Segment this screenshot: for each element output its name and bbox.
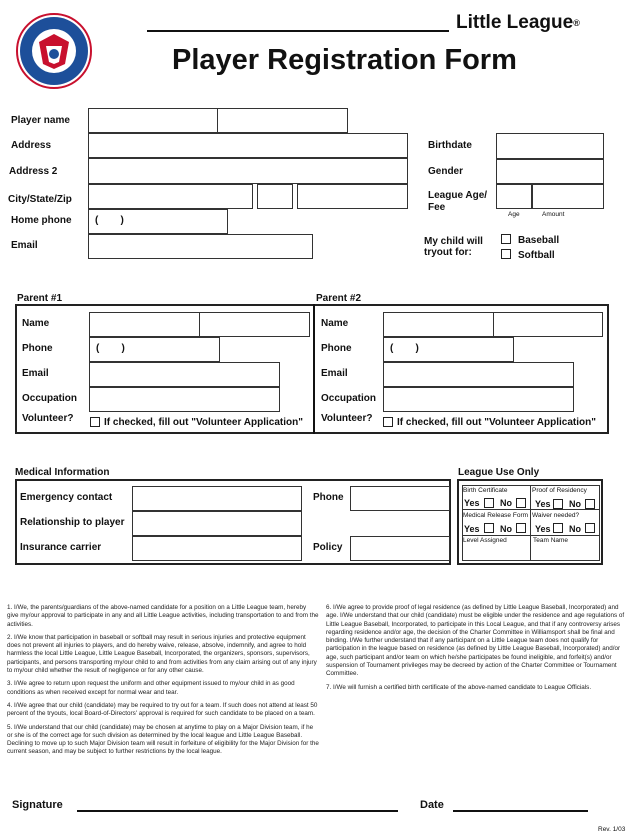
parent2-email-label: Email [321, 368, 348, 379]
baseball-label: Baseball [518, 235, 560, 246]
gender-label: Gender [428, 166, 464, 177]
policy-field[interactable] [350, 536, 450, 561]
parent1-email-label: Email [22, 368, 49, 379]
parent2-phone-label: Phone [321, 343, 352, 354]
emergency-contact-label: Emergency contact [20, 492, 113, 503]
parent2-email-field[interactable] [383, 362, 574, 387]
birthdate-label: Birthdate [428, 140, 472, 151]
legal-paragraph: 3. I/We agree to return upon request the uniform and other equipment issued to my/our child in as good conditions as when received except for normal wear and tear. [7, 680, 295, 696]
waiver-no-checkbox[interactable] [585, 523, 595, 533]
insurance-carrier-label: Insurance carrier [20, 542, 102, 553]
tryout-label: My child will tryout for: [424, 236, 483, 258]
phone-prefix: ( ) [390, 343, 419, 354]
home-phone-field[interactable] [88, 209, 228, 234]
medical-release-label: Medical Release Form [463, 512, 529, 519]
legal-paragraph: 5. I/We understand that our child (candidate) may be chosen at anytime to play on a Major Division team, if he or she is of the correct age for such division as determined by the local league and Little League Baseball. Declining to move up to such Major Division team will result in forfeiture of eligibility for the Major Division for the current season, and may be subject to further restrictions by the local league. [7, 723, 319, 756]
parent1-first-name-field[interactable] [89, 312, 200, 337]
league-age-field[interactable] [496, 184, 532, 209]
softball-label: Softball [518, 250, 555, 261]
address-label: Address [11, 140, 52, 151]
emergency-contact-field[interactable] [132, 486, 302, 511]
medical-title: Medical Information [15, 467, 110, 478]
league-age-fee-label: League Age/ Fee [428, 190, 488, 213]
relationship-label: Relationship to player [20, 517, 125, 528]
brand-name: Little League® [456, 12, 580, 33]
legal-text-right [326, 604, 629, 697]
team-name-label: Team Name [533, 537, 569, 544]
legal-paragraph: 2. I/We know that participation in baseball or softball may result in serious injuries and protective equipment does not prevent all injuries to players, and do hereby waive, release, absolve, indemnify, and agree to hold harmless the local Little League, Little League Baseball, Incorporated, the organizers, sponsors, supervisors, participants, and persons transporting my/our child to and from activities from any claim arising out of any injury to my/our child whether the result of negligence or for any other cause. [7, 633, 317, 675]
baseball-checkbox[interactable] [501, 234, 511, 244]
medical-phone-label: Phone [313, 492, 344, 503]
residency-yes-label: Yes [535, 499, 551, 509]
legal-text-left [7, 604, 319, 762]
birth-certificate-label: Birth Certificate [463, 487, 508, 494]
fee-amount-field[interactable] [532, 184, 604, 209]
waiver-yes-label: Yes [535, 524, 551, 534]
parent1-phone-field[interactable] [89, 337, 220, 362]
legal-paragraph: 4. I/We agree that our child (candidate) may be required to try out for a team. If such does not attend at least 50 percent of the tryouts, local Board-of-Directors' approval is required for such candidate to be placed on a team. [7, 701, 318, 718]
parent1-phone-label: Phone [22, 343, 53, 354]
date-line[interactable] [453, 810, 588, 812]
medical-release-yes-checkbox[interactable] [484, 523, 494, 533]
address2-field[interactable] [88, 158, 408, 184]
address2-label: Address 2 [9, 166, 58, 177]
parent2-volunteer-note: If checked, fill out "Volunteer Application" [397, 417, 596, 428]
level-assigned-label: Level Assigned [463, 537, 507, 544]
little-league-logo [15, 12, 93, 90]
address-field[interactable] [88, 133, 408, 158]
amount-caption: Amount [542, 211, 565, 218]
medical-phone-field[interactable] [350, 486, 450, 511]
residency-no-label: No [569, 499, 581, 509]
age-caption: Age [508, 211, 520, 218]
legal-paragraph: 7. I/We will furnish a certified birth certificate of the above-named candidate to League Officials. [326, 683, 592, 691]
waiver-label: Waiver needed? [532, 512, 580, 519]
insurance-carrier-field[interactable] [132, 536, 302, 561]
birth-cert-yes-checkbox[interactable] [484, 498, 494, 508]
parent1-name-label: Name [22, 318, 50, 329]
signature-line[interactable] [77, 810, 398, 812]
parent2-last-name-field[interactable] [493, 312, 603, 337]
birthdate-field[interactable] [496, 133, 604, 159]
page-title: Player Registration Form [172, 44, 517, 76]
legal-paragraph: 1. I/We, the parents/guardians of the above-named candidate for a position on a Little League team, hereby give my/our approval to participate in any and all Little League activities, including transportation to and from the activities. [7, 604, 319, 628]
birth-cert-yes-label: Yes [464, 498, 480, 508]
parent2-volunteer-checkbox[interactable] [383, 417, 393, 427]
email-field[interactable] [88, 234, 313, 259]
parent1-volunteer-checkbox[interactable] [90, 417, 100, 427]
proof-residency-label: Proof of Residency [532, 487, 587, 494]
phone-prefix: ( ) [95, 215, 124, 226]
waiver-no-label: No [569, 524, 581, 534]
residency-no-checkbox[interactable] [585, 499, 595, 509]
player-first-name-field[interactable] [88, 108, 218, 133]
league-use-title: League Use Only [458, 467, 540, 478]
legal-paragraph: 6. I/We agree to provide proof of legal residence (as defined by Little League Baseball, Incorporated) and age. I/We understand that our child (candidate) must be eligible under the residence and age regulations of Little League Baseball, Incorporated, to participate in this Local League, and that if any controversy arises regarding residence and/or age, the decision of the Charter Committee in Williamsport shall be final and binding. I/We further understand that if any participant on a Little League team does not qualify for participation in the league based on residence (as defined by Little League Baseball, Incorporated) and/or age, such participant and/or team on which he/she participates be found ineligible, and forfeit(s) and/or suspension of Tournament privileges may be decreed by action of the Charter Committee or Tournament Committee. [326, 604, 625, 678]
parent2-title: Parent #2 [316, 293, 362, 304]
date-label: Date [420, 799, 444, 811]
city-state-zip-label: City/State/Zip [8, 194, 72, 205]
home-phone-label: Home phone [11, 215, 72, 226]
birth-cert-no-checkbox[interactable] [516, 498, 526, 508]
parent2-phone-field[interactable] [383, 337, 514, 362]
parent2-occupation-field[interactable] [383, 387, 574, 412]
header-rule [147, 30, 449, 32]
email-label: Email [11, 240, 38, 251]
gender-field[interactable] [496, 159, 604, 184]
state-field[interactable] [257, 184, 293, 209]
waiver-yes-checkbox[interactable] [553, 523, 563, 533]
phone-prefix: ( ) [96, 343, 125, 354]
residency-yes-checkbox[interactable] [553, 499, 563, 509]
signature-label: Signature [12, 799, 63, 811]
parent1-title: Parent #1 [17, 293, 63, 304]
medical-release-no-checkbox[interactable] [516, 523, 526, 533]
softball-checkbox[interactable] [501, 249, 511, 259]
policy-label: Policy [313, 542, 343, 553]
medical-release-yes-label: Yes [464, 524, 480, 534]
relationship-field[interactable] [132, 511, 302, 536]
parent1-volunteer-label: Volunteer? [22, 413, 74, 424]
parent1-volunteer-note: If checked, fill out "Volunteer Application" [104, 417, 303, 428]
parent2-name-label: Name [321, 318, 349, 329]
player-name-label: Player name [11, 115, 70, 126]
medical-release-no-label: No [500, 524, 512, 534]
parent1-last-name-field[interactable] [199, 312, 310, 337]
parents-divider [313, 304, 315, 434]
revision-text: Rev. 1/03 [598, 826, 626, 833]
parent1-occupation-field[interactable] [89, 387, 280, 412]
parent2-occupation-label: Occupation [321, 393, 377, 404]
parent2-volunteer-label: Volunteer? [321, 413, 373, 424]
birth-cert-no-label: No [500, 498, 512, 508]
parent1-occupation-label: Occupation [22, 393, 78, 404]
parent1-email-field[interactable] [89, 362, 280, 387]
player-last-name-field[interactable] [217, 108, 348, 133]
zip-field[interactable] [297, 184, 408, 209]
city-field[interactable] [88, 184, 253, 209]
parent2-first-name-field[interactable] [383, 312, 494, 337]
